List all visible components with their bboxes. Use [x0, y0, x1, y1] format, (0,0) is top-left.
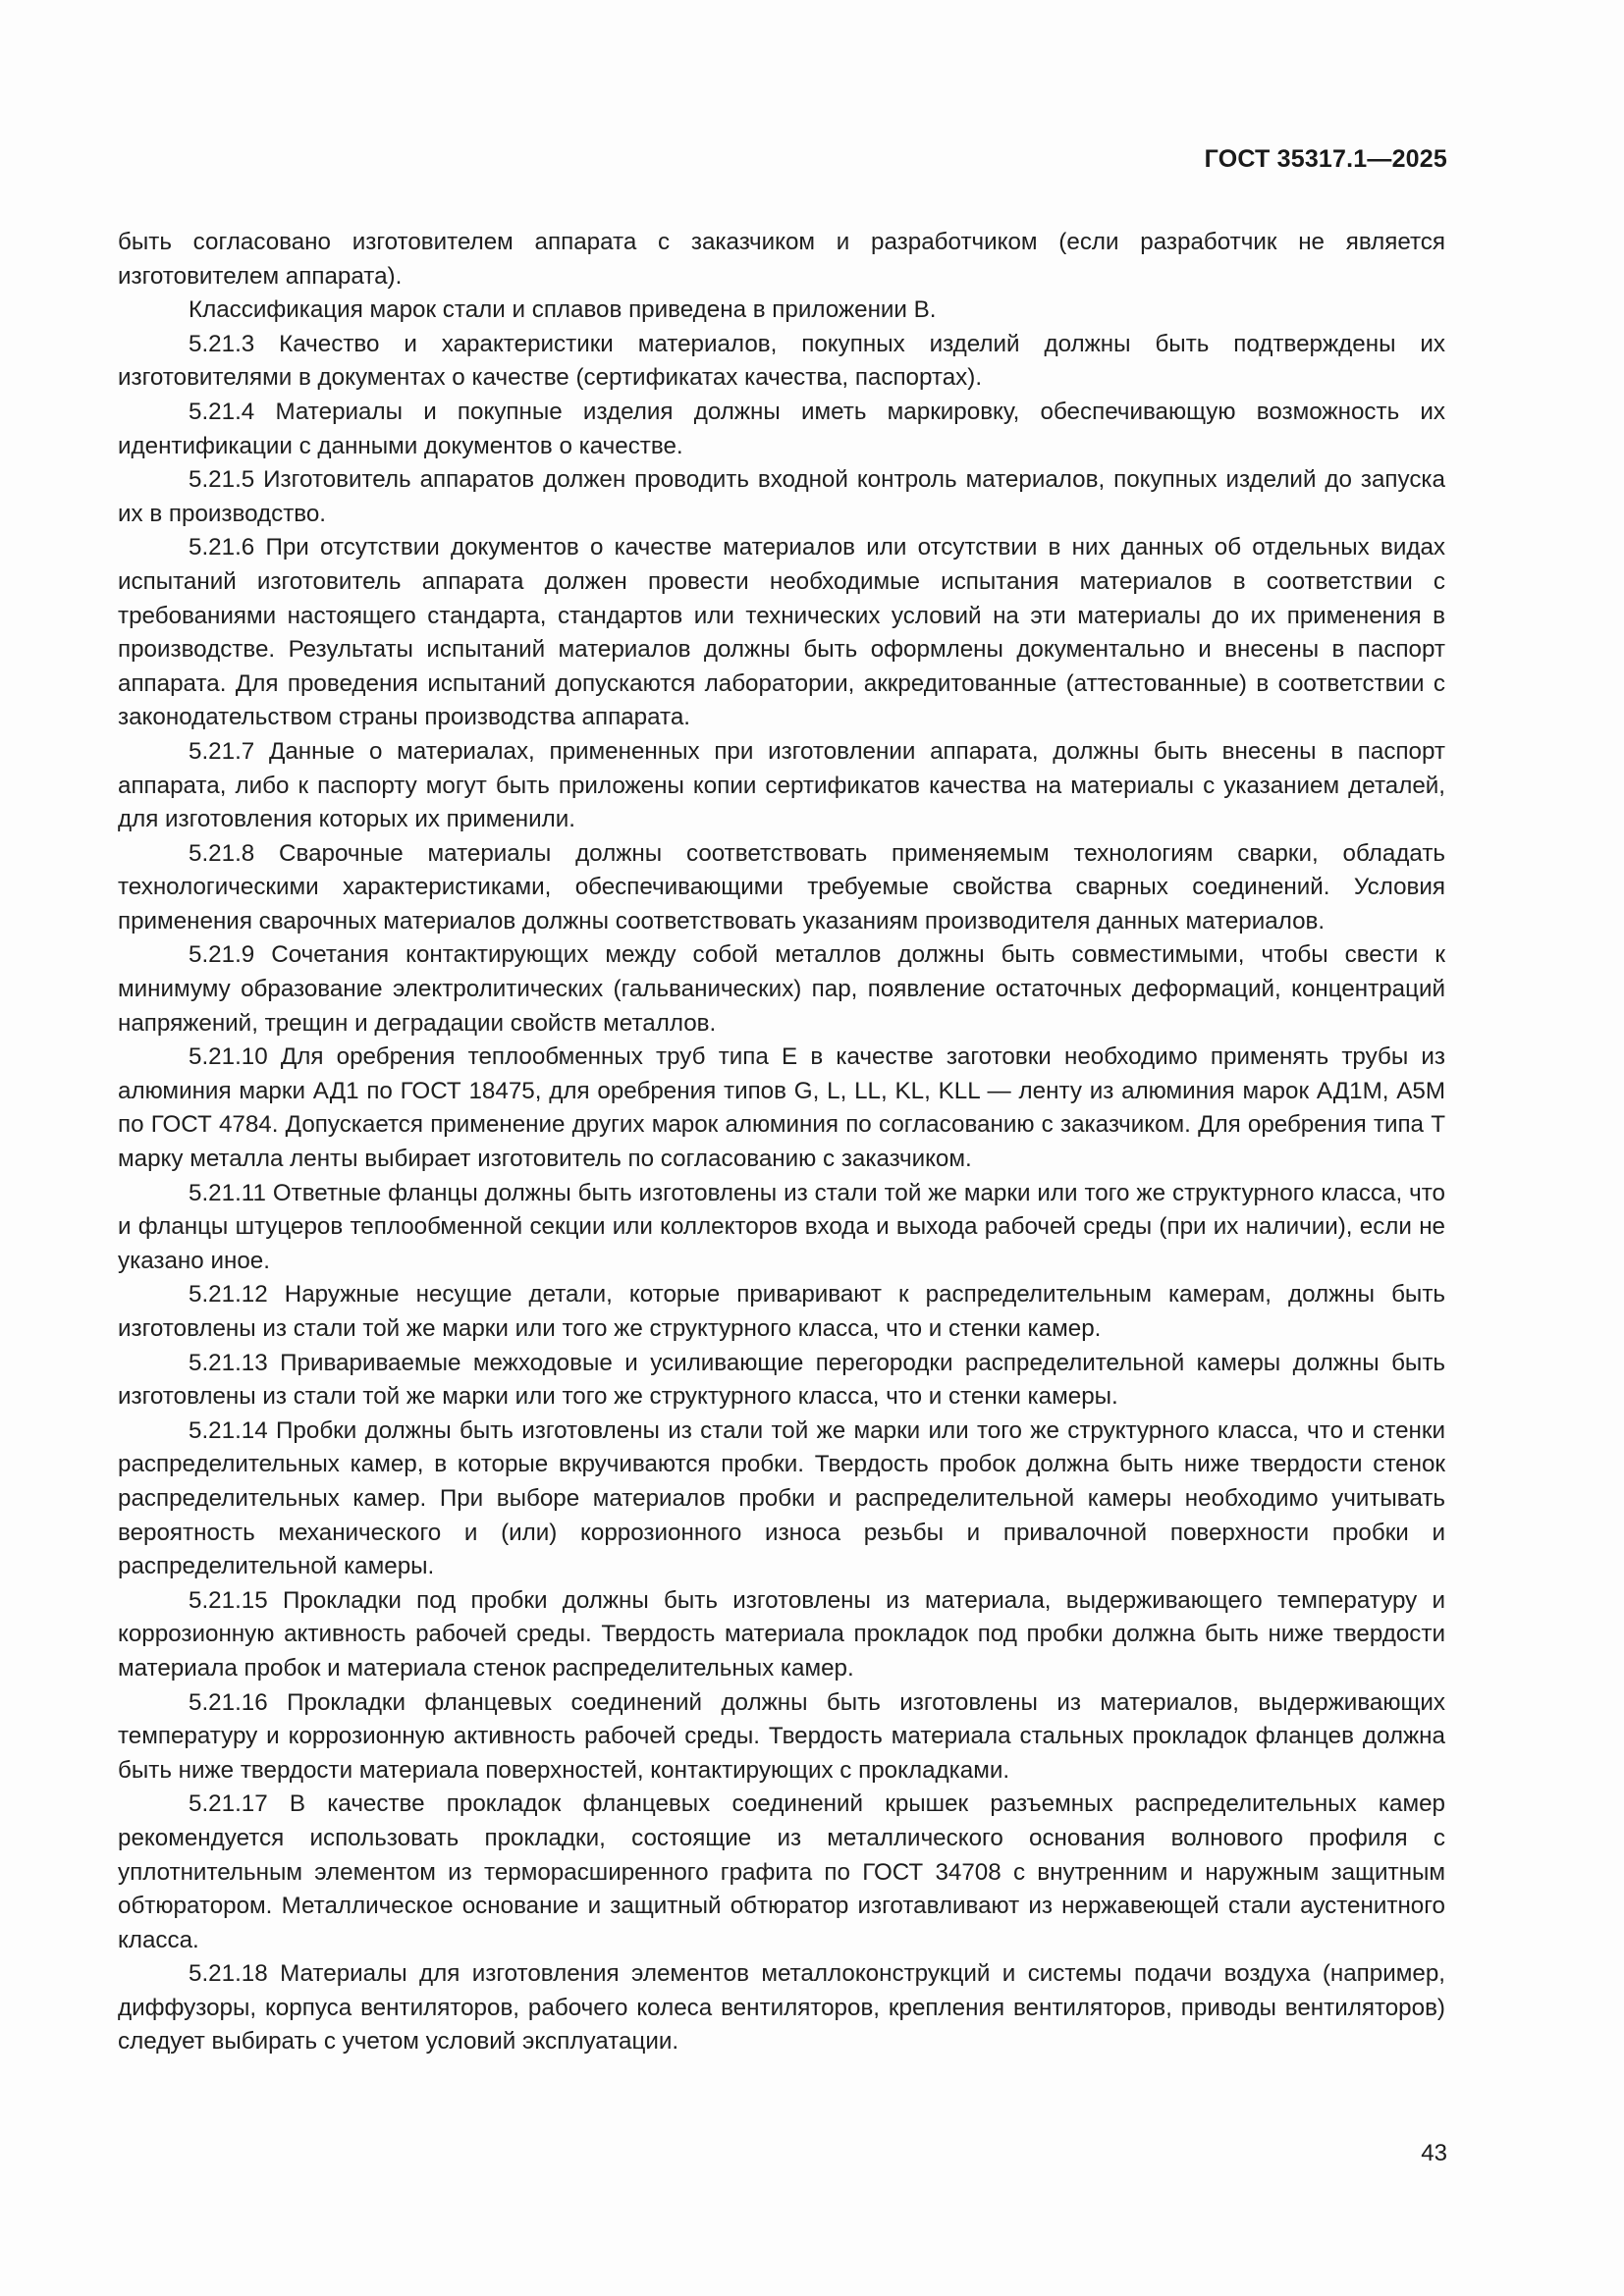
- standard-code-header: ГОСТ 35317.1—2025: [1204, 145, 1447, 173]
- clause-5-21-18: 5.21.18 Материалы для изготовления элементов металлоконструкций и системы подачи воздуха (например, диффузоры, корпуса вентиляторов, рабочего колеса вентиляторов, крепления вентиляторов, приводы вентиляторов) следует выбирать с учетом условий эксплуатации.: [118, 1960, 1445, 2056]
- clause-5-21-11: 5.21.11 Ответные фланцы должны быть изготовлены из стали той же марки или того же структурного класса, что и фланцы штуцеров теплообменной секции или коллекторов входа и выхода рабочей среды (при их наличии), если не указано иное.: [118, 1179, 1445, 1274]
- paragraph-classification-note: Классификация марок стали и сплавов приведена в приложении В.: [189, 296, 937, 324]
- clause-5-21-12: 5.21.12 Наружные несущие детали, которые приваривают к распределительным камерам, должны быть изготовлены из стали той же марки или того же структурного класса, что и стенки камер.: [118, 1281, 1445, 1342]
- clause-5-21-8: 5.21.8 Сварочные материалы должны соответствовать применяемым технологиям сварки, обладать технологическими характеристиками, обеспечивающими требуемые свойства сварных соединений. Условия применения сварочных материалов должны соответствовать указаниям производителя данных материалов.: [118, 839, 1445, 934]
- clause-5-21-10: 5.21.10 Для оребрения теплообменных труб типа Е в качестве заготовки необходимо применять трубы из алюминия марки АД1 по ГОСТ 18475, для оребрения типов G, L, LL, KL, KLL — ленту из алюминия марок АД1М, А5М по ГОСТ 4784. Допускается применение других марок алюминия по согласованию с заказчиком. Для оребрения типа T марку металла ленты выбирает изготовитель по согласованию с заказчиком.: [118, 1043, 1445, 1173]
- page-number: 43: [1421, 2140, 1447, 2166]
- clause-5-21-3: 5.21.3 Качество и характеристики материалов, покупных изделий должны быть подтверждены их изготовителями в документах о качестве (сертификатах качества, паспортах).: [118, 330, 1445, 392]
- clause-5-21-15: 5.21.15 Прокладки под пробки должны быть изготовлены из материала, выдерживающего температуру и коррозионную активность рабочей среды. Твердость материала прокладок под пробки должна быть ниже твердости материала пробок и материала стенок распределительных камер.: [118, 1586, 1445, 1682]
- clause-5-21-5: 5.21.5 Изготовитель аппаратов должен проводить входной контроль материалов, покупных изделий до запуска их в производство.: [118, 466, 1445, 527]
- clause-5-21-7: 5.21.7 Данные о материалах, примененных при изготовлении аппарата, должны быть внесены в паспорт аппарата, либо к паспорту могут быть приложены копии сертификатов качества на материалы с указанием деталей, для изготовления которых их применили.: [118, 737, 1445, 833]
- clause-5-21-16: 5.21.16 Прокладки фланцевых соединений должны быть изготовлены из материалов, выдерживающих температуру и коррозионную активность рабочей среды. Твердость материала стальных прокладок фланцев должна быть ниже твердости материала поверхностей, контактирующих с прокладками.: [118, 1688, 1445, 1784]
- paragraph-continuation: быть согласовано изготовителем аппарата с заказчиком и разработчиком (если разработчик не является изготовителем аппарата).: [118, 229, 1445, 290]
- clause-5-21-6: 5.21.6 При отсутствии документов о качестве материалов или отсутствии в них данных об отдельных видах испытаний изготовитель аппарата должен провести необходимые испытания материалов в соответствии с требованиями настоящего стандарта, стандартов или технических условий на эти материалы до их применения в производстве. Результаты испытаний материалов должны быть оформлены документально и внесены в паспорт аппарата. Для проведения испытаний допускаются лаборатории, аккредитованные (аттестованные) в соответствии с законодательством страны производства аппарата.: [118, 534, 1445, 731]
- document-body: [118, 226, 1445, 2059]
- clause-5-21-9: 5.21.9 Сочетания контактирующих между собой металлов должны быть совместимыми, чтобы свести к минимуму образование электролитических (гальванических) пар, появление остаточных деформаций, концентраций напряжений, трещин и деградации свойств металлов.: [118, 941, 1445, 1037]
- clause-5-21-4: 5.21.4 Материалы и покупные изделия должны иметь маркировку, обеспечивающую возможность их идентификации с данными документов о качестве.: [118, 398, 1445, 459]
- clause-5-21-13: 5.21.13 Привариваемые межходовые и усиливающие перегородки распределительной камеры должны быть изготовлены из стали той же марки или того же структурного класса, что и стенки камеры.: [118, 1349, 1445, 1411]
- clause-5-21-14: 5.21.14 Пробки должны быть изготовлены из стали той же марки или того же структурного класса, что и стенки распределительных камер, в которые вкручиваются пробки. Твердость пробок должна быть ниже твердости стенок распределительных камер. При выборе материалов пробки и распределительной камеры необходимо учитывать вероятность механического и (или) коррозионного износа резьбы и привалочной поверхности пробки и распределительной камеры.: [118, 1416, 1445, 1580]
- clause-5-21-17: 5.21.17 В качестве прокладок фланцевых соединений крышек разъемных распределительных камер рекомендуется использовать прокладки, состоящие из металлического основания волнового профиля с уплотнительным элементом из терморасширенного графита по ГОСТ 34708 с внутренним и наружным защитным обтюратором. Металлическое основание и защитный обтюратор изготавливают из нержавеющей стали аустенитного класса.: [118, 1790, 1445, 1953]
